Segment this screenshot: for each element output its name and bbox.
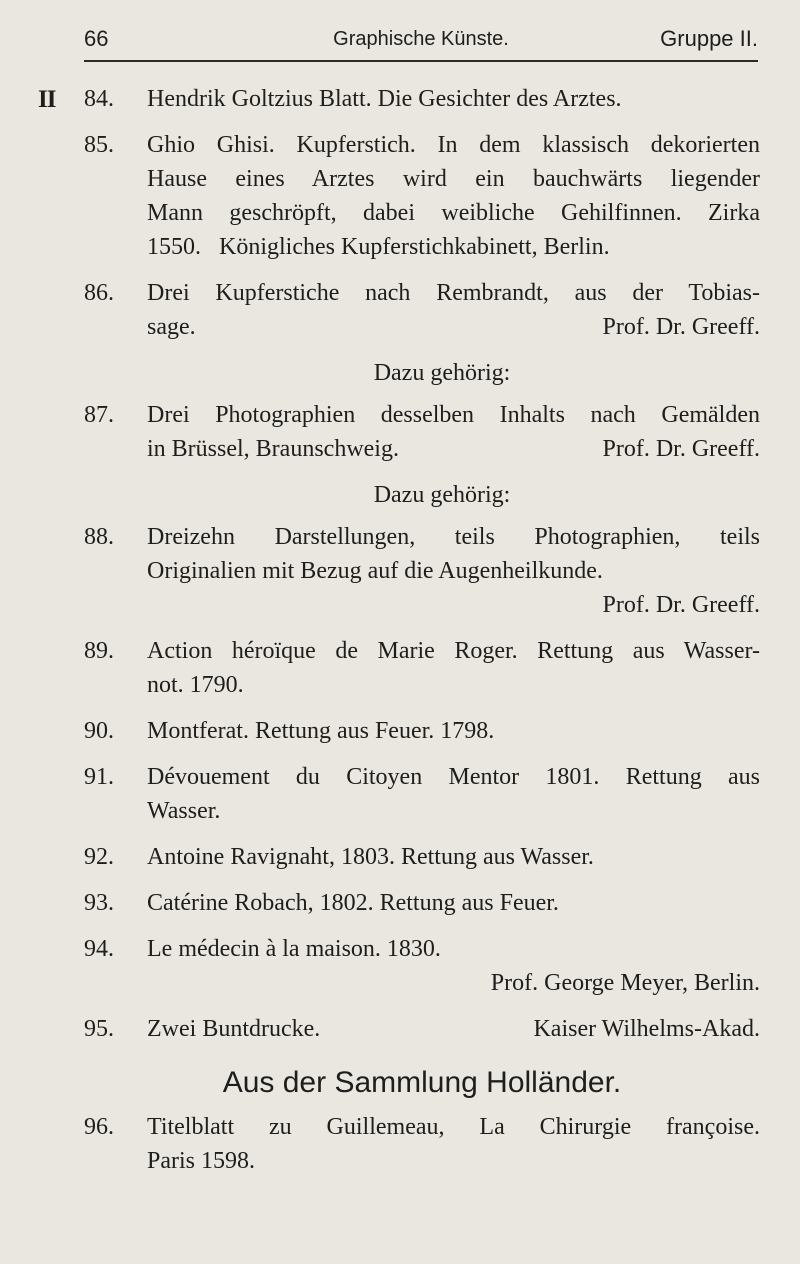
catalog-entry bbox=[84, 82, 760, 116]
entry-line: Dreizehn Darstellungen, teils Photographien, teils bbox=[147, 524, 760, 550]
entry-line: in Brüssel, Braunschweig. bbox=[147, 436, 399, 462]
entry-line: Dévouement du Citoyen Mentor 1801. Rettung aus bbox=[147, 764, 760, 790]
entry-number: 89. bbox=[84, 638, 114, 664]
entry-line: sage. bbox=[147, 314, 196, 340]
entry-line: Drei Photographien desselben Inhalts nach Gemälden bbox=[147, 402, 760, 428]
catalog-entry bbox=[84, 520, 760, 622]
entry-line-with-credit bbox=[147, 432, 760, 466]
credit: Prof. George Meyer, Berlin. bbox=[490, 970, 760, 996]
running-title: Graphische Künste. bbox=[333, 28, 509, 50]
margin-marker: II bbox=[38, 86, 56, 113]
entry-number: 88. bbox=[84, 524, 114, 550]
entry-line: Hause eines Arztes wird ein bauchwärts liegender bbox=[147, 166, 760, 192]
entry-line: Drei Kupferstiche nach Rembrandt, aus der Tobias- bbox=[147, 280, 760, 306]
credit: Prof. Dr. Greeff. bbox=[602, 314, 760, 340]
entry-number: 93. bbox=[84, 890, 114, 916]
sub-heading: Dazu gehörig: bbox=[373, 360, 511, 386]
catalog-entry bbox=[84, 932, 760, 1000]
page-number: 66 bbox=[84, 26, 109, 51]
entry-number: 96. bbox=[84, 1114, 114, 1140]
section-heading: Aus der Sammlung Holländer. bbox=[222, 1066, 622, 1099]
catalog-entry bbox=[84, 886, 760, 920]
entry-line: Montferat. Rettung aus Feuer. 1798. bbox=[147, 718, 495, 744]
catalog-entry bbox=[84, 760, 760, 828]
catalog-entry bbox=[84, 276, 760, 344]
entry-line: Mann geschröpft, dabei weibliche Gehilfinnen. Zirka bbox=[147, 200, 760, 226]
entry-number: 94. bbox=[84, 936, 114, 962]
catalog-entries bbox=[84, 82, 760, 1190]
entry-line: Paris 1598. bbox=[147, 1148, 255, 1174]
entry-line: Hendrik Goltzius Blatt. Die Gesichter des Arztes. bbox=[147, 86, 622, 112]
entry-number: 84. bbox=[84, 86, 114, 112]
entry-line-with-credit bbox=[147, 1012, 760, 1046]
entry-number: 95. bbox=[84, 1016, 114, 1042]
catalog-entry bbox=[84, 1110, 760, 1178]
catalog-entry bbox=[84, 634, 760, 702]
entry-number: 87. bbox=[84, 402, 114, 428]
entry-number: 92. bbox=[84, 844, 114, 870]
group-label: Gruppe II. bbox=[660, 26, 758, 51]
entry-number: 86. bbox=[84, 280, 114, 306]
entry-line: Catérine Robach, 1802. Rettung aus Feuer. bbox=[147, 890, 559, 916]
catalog-entry bbox=[84, 128, 760, 264]
catalog-entry bbox=[84, 398, 760, 466]
entry-line: Antoine Ravignaht, 1803. Rettung aus Wasser. bbox=[147, 844, 594, 870]
entry-line: Ghio Ghisi. Kupferstich. In dem klassisch dekorierten bbox=[147, 132, 760, 158]
entry-number: 90. bbox=[84, 718, 114, 744]
page-header bbox=[84, 22, 758, 62]
catalog-entry bbox=[84, 840, 760, 874]
entry-line: not. 1790. bbox=[147, 672, 244, 698]
credit: Prof. Dr. Greeff. bbox=[602, 592, 760, 618]
entry-line: Action héroïque de Marie Roger. Rettung aus Wasser- bbox=[147, 638, 760, 664]
catalog-entry bbox=[84, 714, 760, 748]
entry-line-with-credit bbox=[147, 310, 760, 344]
entry-number: 85. bbox=[84, 132, 114, 158]
entry-line: Wasser. bbox=[147, 798, 221, 824]
entry-line: 1550. Königliches Kupferstichkabinett, Berlin. bbox=[147, 234, 610, 260]
credit: Prof. Dr. Greeff. bbox=[602, 436, 760, 462]
credit: Kaiser Wilhelms-Akad. bbox=[533, 1016, 760, 1042]
entry-line: Titelblatt zu Guillemeau, La Chirurgie françoise. bbox=[147, 1114, 760, 1140]
catalog-entry bbox=[84, 1012, 760, 1046]
sub-heading: Dazu gehörig: bbox=[373, 482, 511, 508]
entry-line: Zwei Buntdrucke. bbox=[147, 1016, 321, 1042]
entry-number: 91. bbox=[84, 764, 114, 790]
entry-line: Le médecin à la maison. 1830. bbox=[147, 936, 441, 962]
entry-line: Originalien mit Bezug auf die Augenheilkunde. bbox=[147, 558, 603, 584]
